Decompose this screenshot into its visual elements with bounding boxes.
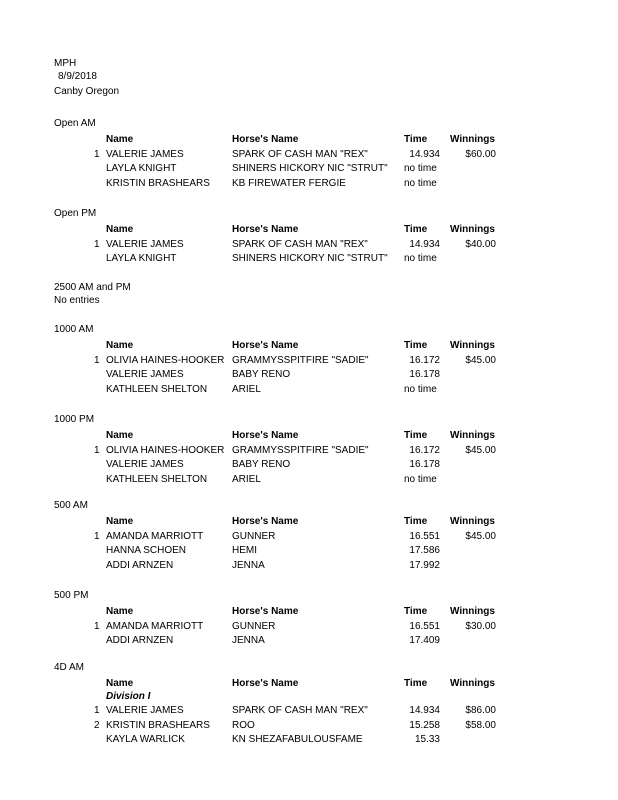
row-rider-name: VALERIE JAMES [106, 459, 184, 471]
event-date: 8/9/2018 [58, 71, 97, 82]
row-winnings: $45.00 [465, 444, 496, 456]
row-horse-name: ROO [232, 719, 255, 731]
row-winnings: $45.00 [465, 354, 496, 366]
column-header-horse: Horse's Name [232, 134, 299, 145]
row-rider-name: AMANDA MARRIOTT [106, 530, 204, 542]
row-rider-name: KATHLEEN SHELTON [106, 473, 208, 485]
row-horse-name: SPARK OF CASH MAN "REX" [232, 148, 368, 160]
row-rider-name: KRISTIN BRASHEARS [106, 177, 210, 189]
column-header-winnings: Winnings [450, 606, 495, 617]
row-horse-name: SPARK OF CASH MAN "REX" [232, 238, 368, 250]
row-place: 1 [94, 620, 100, 632]
section-title: Open AM [54, 118, 96, 129]
row-winnings: $30.00 [465, 620, 496, 632]
column-header-name: Name [106, 430, 134, 441]
row-rider-name: VALERIE JAMES [106, 705, 184, 717]
row-time: 17.992 [409, 559, 440, 571]
column-header-name: Name [106, 224, 134, 235]
section-title: 2500 AM and PM [54, 282, 131, 293]
row-rider-name: KAYLA WARLICK [106, 734, 185, 746]
row-rider-name: KATHLEEN SHELTON [106, 383, 208, 395]
row-rider-name: ADDI ARNZEN [106, 635, 174, 647]
column-header-winnings: Winnings [450, 134, 495, 145]
column-header-time: Time [404, 134, 428, 145]
row-horse-name: GUNNER [232, 620, 276, 632]
row-winnings: $40.00 [465, 238, 496, 250]
column-header-horse: Horse's Name [232, 678, 299, 689]
row-place: 1 [94, 705, 100, 717]
row-horse-name: HEMI [232, 545, 257, 557]
row-time: 16.551 [409, 530, 440, 542]
column-header-name: Name [106, 134, 134, 145]
column-header-horse: Horse's Name [232, 516, 299, 527]
row-horse-name: SPARK OF CASH MAN "REX" [232, 705, 368, 717]
row-place: 1 [94, 354, 100, 366]
row-time: 17.586 [409, 545, 440, 557]
row-rider-name: HANNA SCHOEN [106, 545, 187, 557]
row-rider-name: VALERIE JAMES [106, 148, 184, 160]
row-time: 16.178 [409, 369, 440, 381]
row-time: 15.33 [414, 734, 440, 746]
column-header-winnings: Winnings [450, 678, 495, 689]
row-time: 14.934 [409, 705, 440, 717]
column-header-horse: Horse's Name [232, 606, 299, 617]
column-header-winnings: Winnings [450, 430, 495, 441]
column-header-winnings: Winnings [450, 516, 495, 527]
row-rider-name: ADDI ARNZEN [106, 559, 174, 571]
division-label: Division I [106, 690, 151, 702]
row-time: 16.172 [409, 354, 440, 366]
row-rider-name: OLIVIA HAINES-HOOKER [106, 444, 225, 456]
section-title: 500 PM [54, 590, 89, 601]
row-place: 2 [94, 719, 100, 731]
event-location: Canby Oregon [54, 86, 120, 97]
column-header-time: Time [404, 678, 428, 689]
row-winnings: $58.00 [465, 719, 496, 731]
column-header-horse: Horse's Name [232, 340, 299, 351]
row-horse-name: JENNA [232, 559, 265, 571]
row-horse-name: SHINERS HICKORY NIC "STRUT" [232, 253, 388, 265]
section-title: Open PM [54, 208, 97, 219]
row-horse-name: BABY RENO [232, 369, 291, 381]
row-time: no time [404, 383, 437, 395]
section-note: No entries [54, 295, 100, 306]
row-horse-name: KN SHEZAFABULOUSFAME [232, 734, 363, 746]
row-time: 16.172 [409, 444, 440, 456]
row-horse-name: JENNA [232, 635, 265, 647]
row-place: 1 [94, 238, 100, 250]
row-time: no time [404, 177, 437, 189]
row-time: 16.178 [409, 459, 440, 471]
column-header-time: Time [404, 516, 428, 527]
row-horse-name: GRAMMYSSPITFIRE "SADIE" [232, 354, 369, 366]
row-rider-name: VALERIE JAMES [106, 238, 184, 250]
column-header-name: Name [106, 516, 134, 527]
row-time: 14.934 [409, 238, 440, 250]
column-header-winnings: Winnings [450, 340, 495, 351]
row-horse-name: KB FIREWATER FERGIE [232, 177, 346, 189]
row-time: no time [404, 253, 437, 265]
section-title: 4D AM [54, 662, 85, 673]
column-header-winnings: Winnings [450, 224, 495, 235]
column-header-time: Time [404, 430, 428, 441]
row-horse-name: ARIEL [232, 473, 261, 485]
column-header-name: Name [106, 340, 134, 351]
row-rider-name: LAYLA KNIGHT [106, 163, 177, 175]
section-title: 1000 AM [54, 324, 94, 335]
row-time: no time [404, 473, 437, 485]
row-time: 14.934 [409, 148, 440, 160]
row-time: 15.258 [409, 719, 440, 731]
row-horse-name: ARIEL [232, 383, 261, 395]
column-header-time: Time [404, 224, 428, 235]
row-winnings: $60.00 [465, 148, 496, 160]
row-horse-name: GRAMMYSSPITFIRE "SADIE" [232, 444, 369, 456]
row-winnings: $86.00 [465, 705, 496, 717]
row-horse-name: GUNNER [232, 530, 276, 542]
column-header-horse: Horse's Name [232, 224, 299, 235]
section-title: 500 AM [54, 500, 88, 511]
org-name: MPH [54, 58, 77, 69]
row-place: 1 [94, 444, 100, 456]
row-place: 1 [94, 148, 100, 160]
row-rider-name: VALERIE JAMES [106, 369, 184, 381]
column-header-name: Name [106, 606, 134, 617]
row-horse-name: BABY RENO [232, 459, 291, 471]
column-header-horse: Horse's Name [232, 430, 299, 441]
row-rider-name: LAYLA KNIGHT [106, 253, 177, 265]
column-header-name: Name [106, 678, 134, 689]
row-time: 16.551 [409, 620, 440, 632]
row-rider-name: OLIVIA HAINES-HOOKER [106, 354, 225, 366]
row-rider-name: KRISTIN BRASHEARS [106, 719, 210, 731]
column-header-time: Time [404, 606, 428, 617]
column-header-time: Time [404, 340, 428, 351]
row-time: 17.409 [409, 635, 440, 647]
section-title: 1000 PM [54, 414, 95, 425]
row-winnings: $45.00 [465, 530, 496, 542]
row-horse-name: SHINERS HICKORY NIC "STRUT" [232, 163, 388, 175]
row-place: 1 [94, 530, 100, 542]
row-time: no time [404, 163, 437, 175]
row-rider-name: AMANDA MARRIOTT [106, 620, 204, 632]
